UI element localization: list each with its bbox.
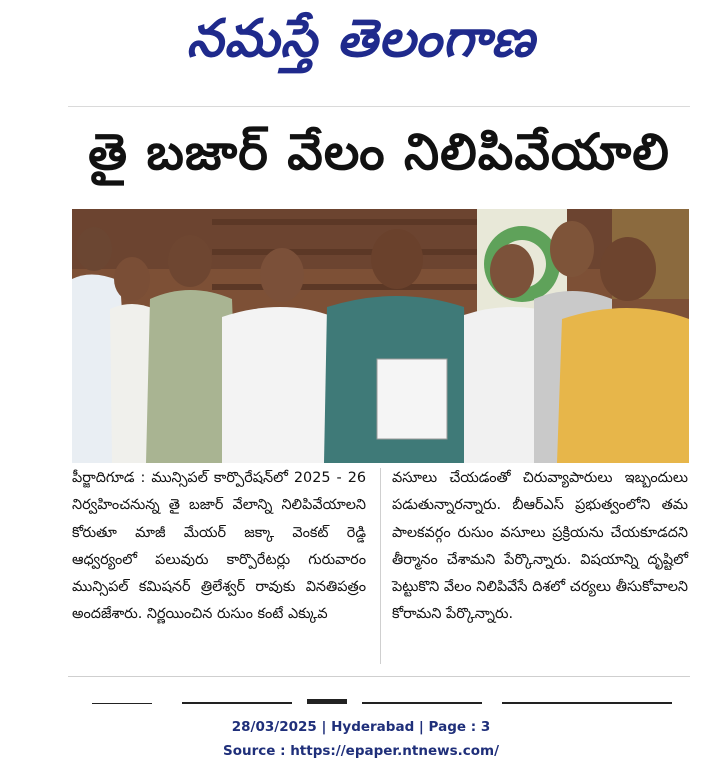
bottom-divider [68,676,690,677]
cutoff-text-shapes [92,699,688,704]
article-body-right: వసూలు చేయడంతో చిరువ్యాపారులు ఇబ్బందులు పడుతున్నారన్నారు. బీఆర్ఎస్ ప్రభుత్వంలోని తమ పాలకవర్గం రుసుం వసూలు ప్రక్రియను చేయకూడదని తీర్మానం చేశామని పేర్కొన్నారు. విషయాన్ని దృష్టిలో పెట్టుకొని వేలం నిలిపివేసే దిశలో చర్యలు తీసుకోవాలని కోరామని పేర్కొన్నారు. [392,470,688,623]
column-divider [380,468,381,664]
article-body-left: పీర్జాదిగూడ : మున్సిపల్ కార్పొరేషన్‌లో 2025 - 26 నిర్వహించనున్న తై బజార్ వేలాన్ని నిలిపివేయాలని కోరుతూ మాజీ మేయర్ జక్కా వెంకట్ రెడ్డి ఆధ్వర్యంలో పలువురు కార్పొరేటర్లు గురువారం మున్సిపల్ కమిషనర్ త్రిలేశ్వర్ రావుకు వినతిపత్రం అందజేశారు. నిర్ణయించిన రుసుం కంటే ఎక్కువ [72,470,366,623]
footer-date-location: 28/03/2025 | Hyderabad | Page : 3 [231,719,491,735]
news-photo-illustration [72,209,689,463]
headline-text: తై బజార్ వేలం నిలిపివేయాలి [88,122,670,181]
news-photo [72,209,689,463]
next-article-cutoff [92,694,688,704]
masthead-title: నమస్తే తెలంగాణ [186,8,536,69]
article-headline [68,112,690,204]
top-divider [68,106,690,107]
newspaper-masthead [0,0,722,90]
footer-source: Source : https://epaper.ntnews.com/ [222,743,500,759]
